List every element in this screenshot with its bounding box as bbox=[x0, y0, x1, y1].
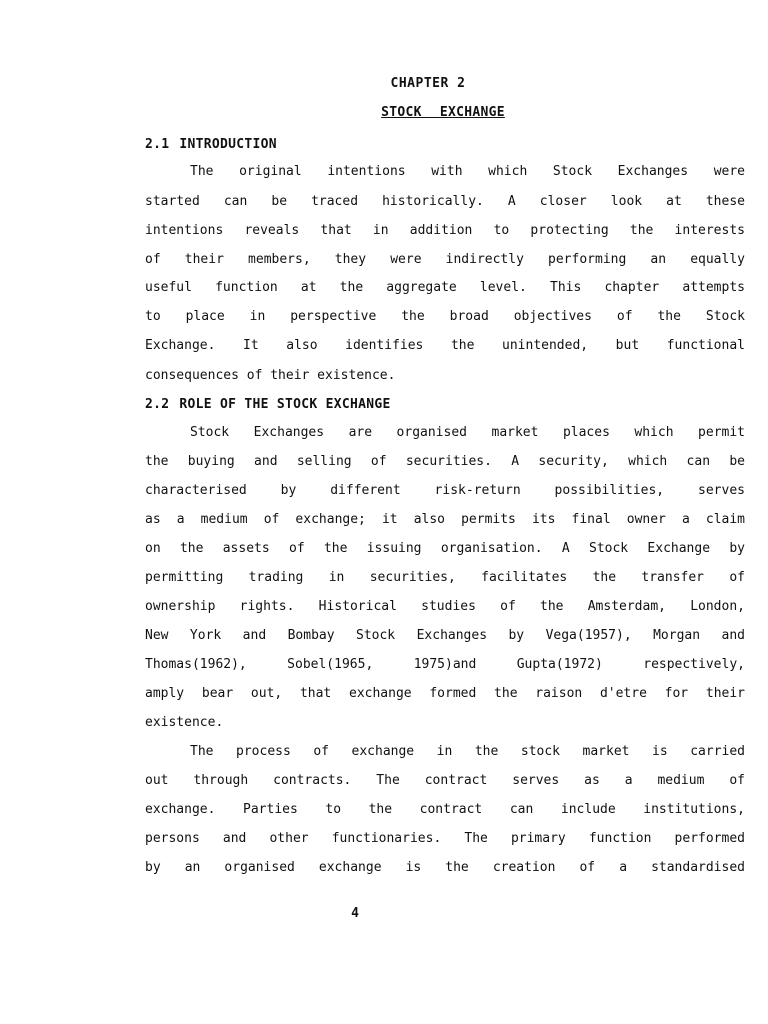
section-number: 2.2 bbox=[145, 397, 170, 412]
paragraph-line: existence. bbox=[145, 715, 224, 730]
paragraph-line: the buying and selling of securities. A security, which can be bbox=[145, 454, 745, 469]
section-title: INTRODUCTION bbox=[179, 137, 277, 152]
section-title: ROLE OF THE STOCK EXCHANGE bbox=[179, 397, 391, 412]
paragraph-line: permitting trading in securities, facilitates the transfer of bbox=[145, 570, 745, 585]
chapter-heading: CHAPTER 2 bbox=[390, 76, 466, 91]
paragraph-line: by an organised exchange is the creation of a standardised bbox=[145, 860, 745, 875]
paragraph-line: Thomas(1962), Sobel(1965, 1975)and Gupta(1972) respectively, bbox=[145, 657, 745, 672]
paragraph-line: Stock Exchanges are organised market places which permit bbox=[190, 425, 745, 440]
paragraph-line: on the assets of the issuing organisation. A Stock Exchange by bbox=[145, 541, 745, 556]
section-number: 2.1 bbox=[145, 137, 170, 152]
paragraph-line: exchange. Parties to the contract can include institutions, bbox=[145, 802, 745, 817]
paragraph-line: of their members, they were indirectly performing an equally bbox=[145, 252, 745, 267]
paragraph-line: ownership rights. Historical studies of the Amsterdam, London, bbox=[145, 599, 745, 614]
paragraph-line: to place in perspective the broad objectives of the Stock bbox=[145, 309, 745, 324]
paragraph-line: New York and Bombay Stock Exchanges by Vega(1957), Morgan and bbox=[145, 628, 745, 643]
paragraph-line: The process of exchange in the stock market is carried bbox=[190, 744, 745, 759]
page-number: 4 bbox=[351, 906, 359, 921]
paragraph-line: started can be traced historically. A closer look at these bbox=[145, 194, 745, 209]
paragraph-line: Exchange. It also identifies the unintended, but functional bbox=[145, 338, 745, 353]
paragraph-line: useful function at the aggregate level. This chapter attempts bbox=[145, 280, 745, 295]
section-heading-role bbox=[145, 397, 391, 412]
chapter-title: STOCK EXCHANGE bbox=[381, 105, 505, 120]
paragraph-line: as a medium of exchange; it also permits its final owner a claim bbox=[145, 512, 745, 527]
paragraph-line: amply bear out, that exchange formed the raison d'etre for their bbox=[145, 686, 745, 701]
paragraph-line: characterised by different risk-return possibilities, serves bbox=[145, 483, 745, 498]
paragraph-line: persons and other functionaries. The primary function performed bbox=[145, 831, 745, 846]
paragraph-line: The original intentions with which Stock Exchanges were bbox=[190, 164, 745, 179]
paragraph-line: intentions reveals that in addition to protecting the interests bbox=[145, 223, 745, 238]
paragraph-line: consequences of their existence. bbox=[145, 368, 396, 383]
section-heading-introduction bbox=[145, 137, 277, 152]
paragraph-line: out through contracts. The contract serves as a medium of bbox=[145, 773, 745, 788]
